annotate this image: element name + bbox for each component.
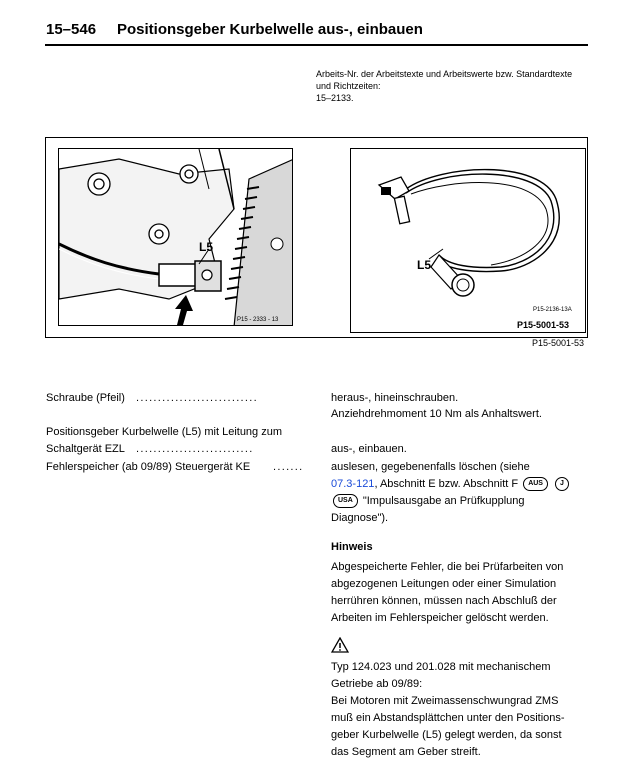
leader-dots: ............................ — [136, 392, 258, 404]
hinweis-title: Hinweis — [331, 541, 373, 553]
figure-code-right: P15-2136-13A — [533, 307, 572, 313]
row-label: Schaltgerät EZL — [46, 443, 125, 455]
figure-engine-sensor — [58, 148, 293, 326]
j-symbol: J — [555, 477, 569, 491]
reference-note — [316, 68, 596, 104]
hinweis-line: abgezogenen Leitungen oder einer Simulation — [331, 578, 557, 590]
hinweis-line: Abgespeicherte Fehler, die bei Prüfarbeiten von — [331, 561, 564, 573]
warning-line: Getriebe ab 09/89: — [331, 678, 423, 690]
aus-symbol: AUS — [523, 477, 548, 491]
warning-icon — [331, 637, 349, 653]
figure-label-l5: L5 — [417, 258, 432, 272]
header-divider — [45, 44, 588, 46]
figure-caption: P15-5001-53 — [532, 338, 585, 348]
row-text: aus-, einbauen. — [331, 443, 407, 455]
warning-line: Bei Motoren mit Zweimassenschwungrad ZMS — [331, 695, 559, 707]
hinweis-line: Arbeiten im Fehlerspeicher gelöscht werden. — [331, 612, 549, 624]
row-label: Fehlerspeicher (ab 09/89) Steuergerät KE — [46, 461, 251, 473]
row-text-segment: "Impulsausgabe an Prüfkupplung — [362, 495, 525, 507]
page-title: Positionsgeber Kurbelwelle aus-, einbauen — [117, 21, 423, 38]
figure-label-l5: L5 — [199, 240, 214, 254]
row-text: Diagnose"). — [331, 512, 389, 524]
figure-code-left: P15 - 2333 - 13 — [237, 317, 279, 323]
row-text: heraus-, hineinschrauben. — [331, 392, 459, 404]
engine-illustration — [59, 149, 293, 326]
warning-line: geber Kurbelwelle (L5) gelegt werden, da sonst — [331, 729, 562, 741]
figure-code-right-bold: P15-5001-53 — [517, 320, 570, 330]
row-text: auslesen, gegebenenfalls löschen (siehe — [331, 461, 530, 473]
page-number: 15–546 — [46, 21, 97, 38]
row-label: Schraube (Pfeil) — [46, 392, 125, 404]
reference-note-line: Arbeits-Nr. der Arbeitstexte und Arbeitswerte bzw. Standardtexte — [316, 69, 573, 79]
usa-symbol: USA — [333, 494, 358, 508]
row-text — [331, 492, 525, 510]
warning-line: das Segment am Geber streift. — [331, 746, 481, 758]
reference-note-line: und Richtzeiten: — [316, 81, 381, 91]
figure-frame — [45, 137, 588, 338]
reference-link[interactable]: 07.3-121 — [331, 478, 375, 490]
warning-line: muß ein Abstandsplättchen unter den Positions- — [331, 712, 565, 724]
figure-sensor-cable — [350, 148, 586, 333]
row-text: Anziehdrehmoment 10 Nm als Anhaltswert. — [331, 408, 542, 420]
sensor-cable-illustration — [351, 149, 586, 333]
row-label: Positionsgeber Kurbelwelle (L5) mit Leitung zum — [46, 426, 283, 438]
warning-line: Typ 124.023 und 201.028 mit mechanischem — [331, 661, 551, 673]
row-text-segment: , Abschnitt E bzw. Abschnitt F — [374, 478, 519, 490]
row-text — [331, 475, 571, 493]
leader-dots: ....... — [273, 461, 304, 473]
hinweis-line: herrühren können, müssen nach Abschluß der — [331, 595, 557, 607]
reference-note-line: 15–2133. — [316, 93, 354, 103]
leader-dots: ........................... — [136, 443, 254, 455]
